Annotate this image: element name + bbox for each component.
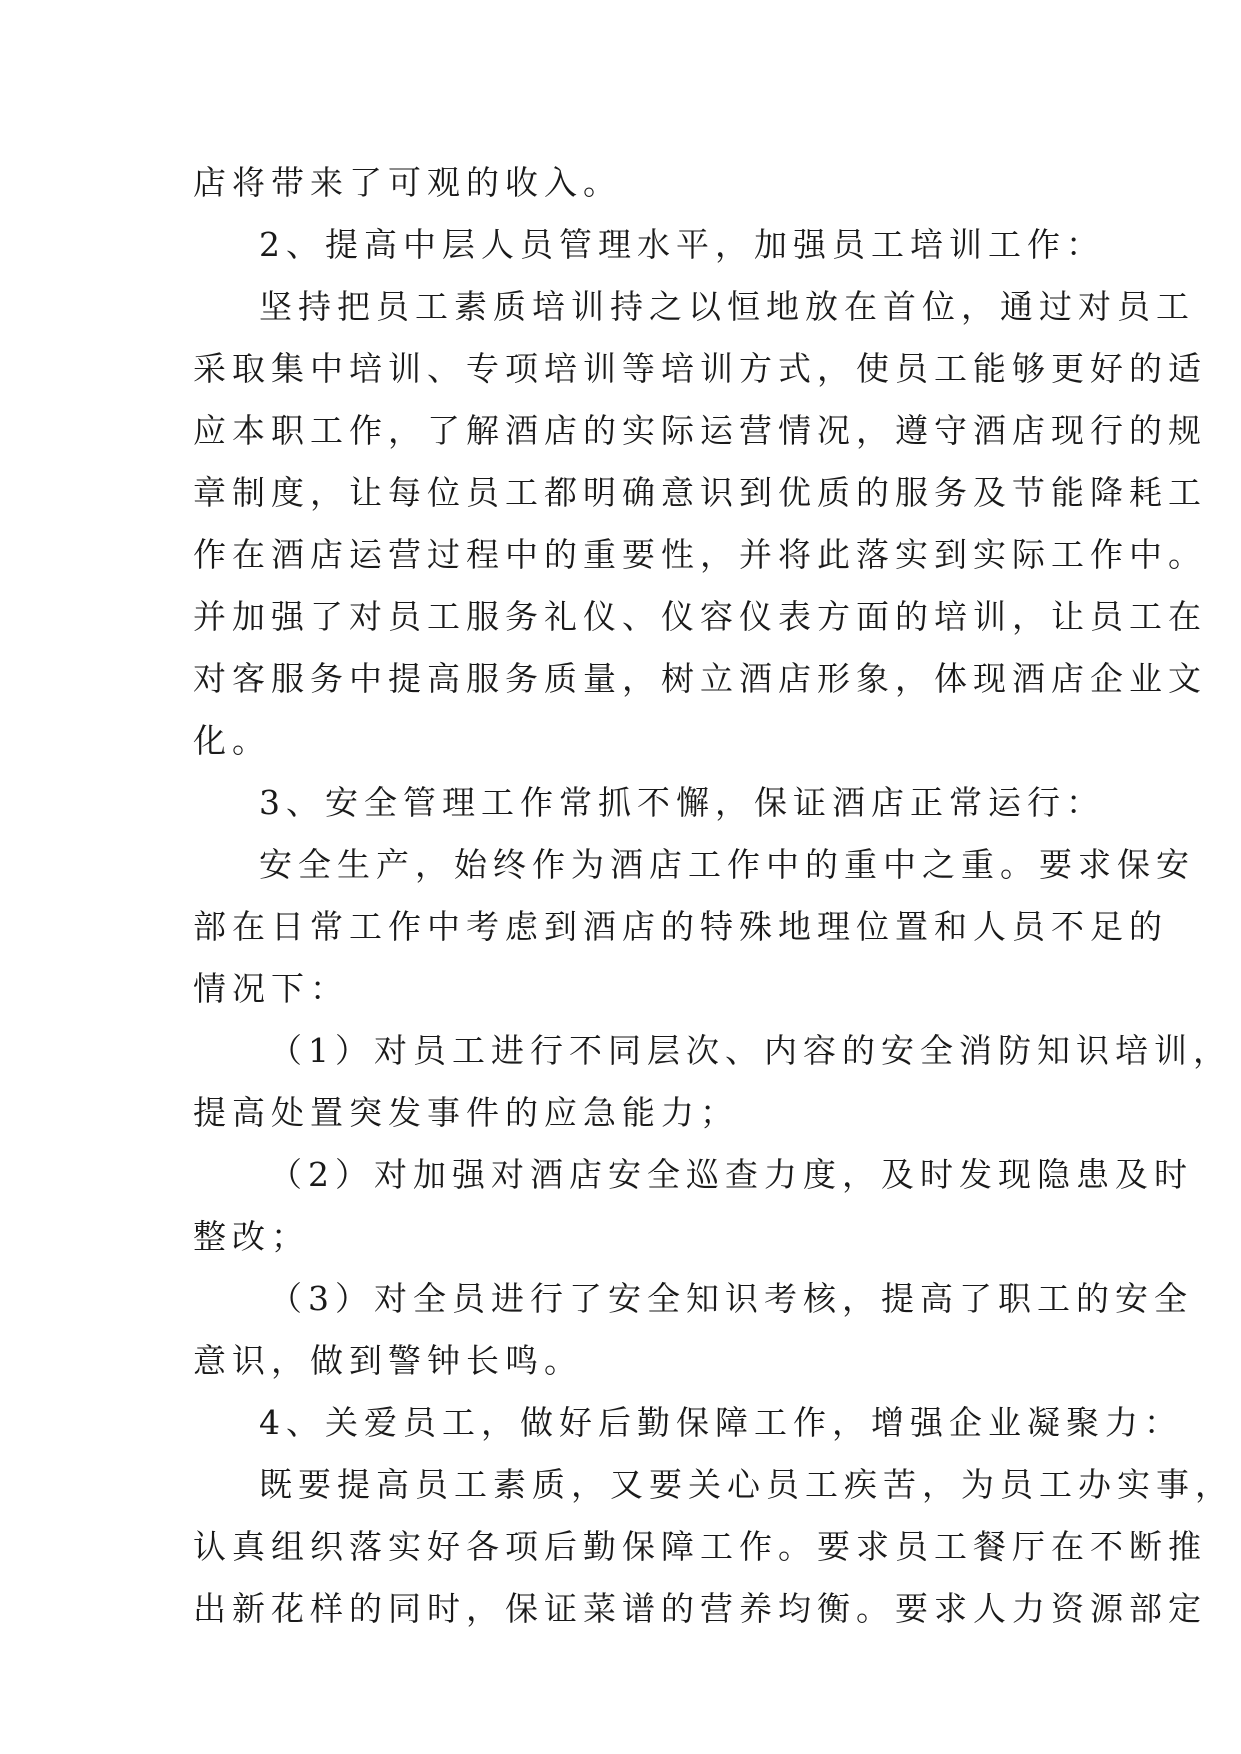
- section-heading-2: 2、提高中层人员管理水平，加强员工培训工作：: [259, 225, 1105, 264]
- list-item-2: （2）对加强对酒店安全巡查力度，及时发现隐患及时: [269, 1155, 1193, 1194]
- text-line: 店将带来了可观的收入。: [193, 163, 622, 202]
- paragraph-line: 采取集中培训、专项培训等培训方式，使员工能够更好的适: [193, 349, 1207, 388]
- paragraph-line: 章制度，让每位员工都明确意识到优质的服务及节能降耗工: [193, 473, 1207, 512]
- paragraph-line: 应本职工作，了解酒店的实际运营情况，遵守酒店现行的规: [193, 411, 1207, 450]
- paragraph-line: 坚持把员工素质培训持之以恒地放在首位，通过对员工: [259, 287, 1195, 326]
- list-item-1: （1）对员工进行不同层次、内容的安全消防知识培训，: [269, 1031, 1232, 1070]
- paragraph-line: 安全生产，始终作为酒店工作中的重中之重。要求保安: [259, 845, 1195, 884]
- paragraph-line: 化。: [193, 721, 271, 760]
- section-heading-3: 3、安全管理工作常抓不懈，保证酒店正常运行：: [259, 783, 1105, 822]
- list-item-3-cont: 意识，做到警钟长鸣。: [193, 1341, 583, 1380]
- section-heading-4: 4、关爱员工，做好后勤保障工作，增强企业凝聚力：: [259, 1403, 1183, 1442]
- paragraph-line: 并加强了对员工服务礼仪、仪容仪表方面的培训，让员工在: [193, 597, 1207, 636]
- paragraph-line: 对客服务中提高服务质量，树立酒店形象，体现酒店企业文: [193, 659, 1207, 698]
- paragraph-line: 部在日常工作中考虑到酒店的特殊地理位置和人员不足的: [193, 907, 1168, 946]
- paragraph-line: 既要提高员工素质，又要关心员工疾苦，为员工办实事，: [259, 1465, 1234, 1504]
- list-item-2-cont: 整改；: [193, 1217, 310, 1256]
- paragraph-line: 作在酒店运营过程中的重要性，并将此落实到实际工作中。: [193, 535, 1207, 574]
- list-item-1-cont: 提高处置突发事件的应急能力；: [193, 1093, 739, 1132]
- paragraph-line: 出新花样的同时，保证菜谱的营养均衡。要求人力资源部定: [193, 1589, 1207, 1628]
- paragraph-line: 情况下：: [193, 969, 349, 1008]
- document-body: [193, 152, 1234, 1640]
- paragraph-line: 认真组织落实好各项后勤保障工作。要求员工餐厅在不断推: [193, 1527, 1207, 1566]
- list-item-3: （3）对全员进行了安全知识考核，提高了职工的安全: [269, 1279, 1193, 1318]
